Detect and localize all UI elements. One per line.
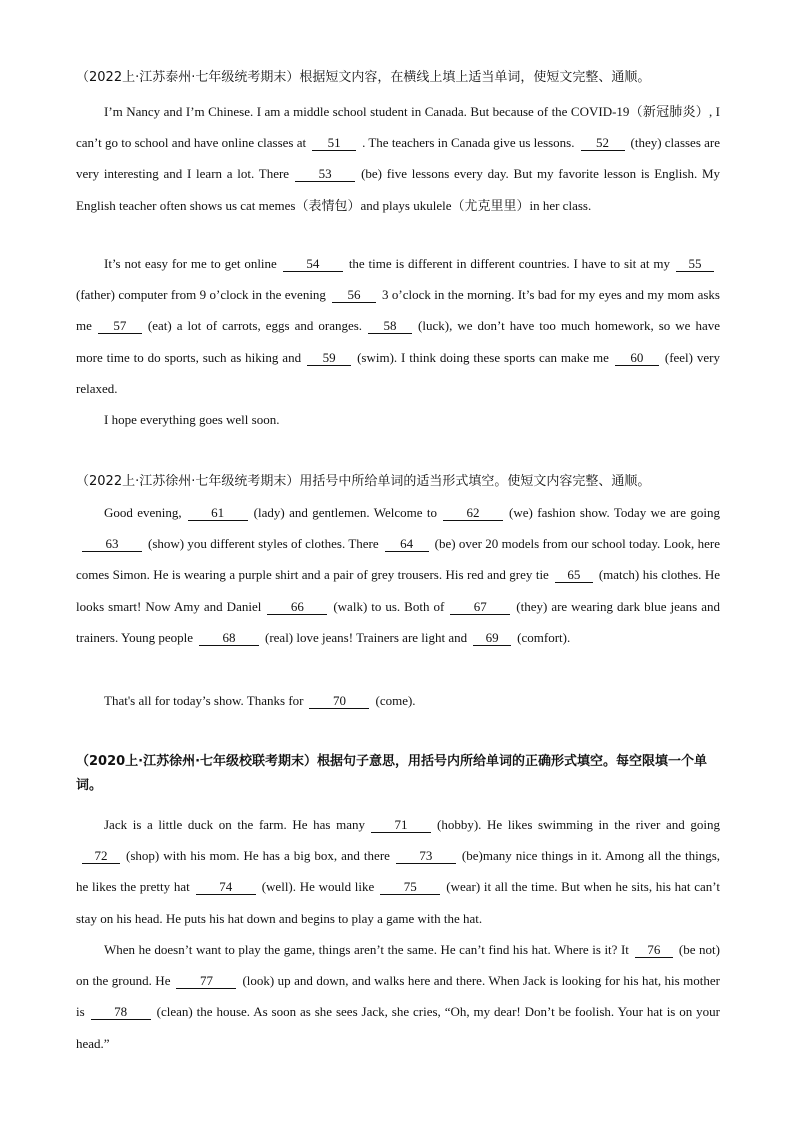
blank-74[interactable]: 74 bbox=[196, 880, 256, 895]
blank-56[interactable]: 56 bbox=[332, 288, 376, 303]
blank-59[interactable]: 59 bbox=[307, 351, 351, 366]
text: (clean) the house. As soon as she sees Jack, she cries, “Oh, my dear! Don’t be foolish. Your hat is on your head.” bbox=[76, 1004, 720, 1051]
blank-53[interactable]: 53 bbox=[295, 167, 355, 182]
blank-70[interactable]: 70 bbox=[309, 694, 369, 709]
blank-78[interactable]: 78 bbox=[91, 1005, 151, 1020]
section-2-title: （2022上·江苏徐州·七年级统考期末）用括号中所给单词的适当形式填空。使短文内容完整、通顺。 bbox=[76, 474, 651, 489]
blank-65[interactable]: 65 bbox=[555, 568, 593, 583]
text: (come). bbox=[375, 693, 416, 708]
blank-61[interactable]: 61 bbox=[188, 506, 248, 521]
text: (walk) to us. Both of bbox=[333, 598, 445, 614]
blank-57[interactable]: 57 bbox=[98, 319, 142, 334]
text: (well). He would like bbox=[261, 879, 375, 895]
text: (luck), we don’t have too much homework, so we have more time to do sports, such as hiking and bbox=[76, 318, 720, 365]
blank-72[interactable]: 72 bbox=[82, 849, 120, 864]
blank-52[interactable]: 52 bbox=[581, 136, 625, 151]
text: (lady) and gentlemen. Welcome to bbox=[253, 505, 438, 520]
text: (be) over 20 models from our school today. Look, here comes Simon. He is wearing a purple shirt and a pair of grey trousers. His red and grey tie bbox=[76, 536, 720, 583]
blank-66[interactable]: 66 bbox=[267, 600, 327, 615]
text: . The teachers in Canada give us lessons. bbox=[362, 135, 575, 151]
text: (be) five lessons every day. But my favorite lesson is English. My English teacher often shows us cat memes（表情包）and plays ukulele（尤克里里）in her class. bbox=[76, 166, 721, 213]
blank-67[interactable]: 67 bbox=[450, 600, 510, 615]
text: the time is different in different countries. I have to sit at my bbox=[348, 256, 670, 271]
text: (swim). I think doing these sports can make me bbox=[357, 349, 609, 365]
text: (comfort). bbox=[517, 629, 571, 645]
text: Good evening, bbox=[104, 505, 182, 520]
blank-60[interactable]: 60 bbox=[615, 351, 659, 366]
blank-69[interactable]: 69 bbox=[473, 631, 511, 646]
text: (real) love jeans! Trainers are light and bbox=[265, 629, 468, 645]
text: (father) computer from 9 o’clock in the evening bbox=[76, 287, 326, 303]
section-2-paragraph-1 bbox=[76, 497, 720, 653]
text: (feel) very relaxed. bbox=[76, 349, 720, 396]
blank-58[interactable]: 58 bbox=[368, 319, 412, 334]
text: I’m Nancy and I’m Chinese. I am a middle school student in Canada. But because of the COVID-19（新冠肺炎）, I can’t go to school and have online classes at bbox=[76, 104, 720, 151]
text: That's all for today’s show. Thanks for bbox=[104, 693, 304, 708]
blank-77[interactable]: 77 bbox=[176, 974, 236, 989]
text: (they) classes are very interesting and I learn a lot. There bbox=[76, 135, 721, 182]
section-3-title: （2020上·江苏徐州·七年级校联考期末）根据句子意思，用括号内所给单词的正确形式填空。每空限填一个单词。 bbox=[76, 754, 708, 793]
blank-62[interactable]: 62 bbox=[443, 506, 503, 521]
blank-71[interactable]: 71 bbox=[371, 818, 431, 833]
text: (they) are wearing dark blue jeans and trainers. Young people bbox=[76, 598, 720, 645]
blank-73[interactable]: 73 bbox=[396, 849, 456, 864]
text: (be)many nice things in it. Among all the things, he likes the pretty hat bbox=[76, 848, 720, 895]
section-3-paragraph-2 bbox=[76, 934, 720, 1059]
text: (show) you different styles of clothes. There bbox=[148, 536, 379, 552]
blank-55[interactable]: 55 bbox=[676, 257, 714, 272]
text: Jack is a little duck on the farm. He has many bbox=[104, 817, 365, 832]
text: (we) fashion show. Today we are going bbox=[509, 505, 720, 520]
section-1-paragraph-2 bbox=[76, 248, 720, 404]
text: (eat) a lot of carrots, eggs and oranges. bbox=[147, 318, 363, 334]
blank-54[interactable]: 54 bbox=[283, 257, 343, 272]
blank-75[interactable]: 75 bbox=[380, 880, 440, 895]
text: (hobby). He likes swimming in the river and going bbox=[437, 817, 720, 832]
text: (match) his clothes. He looks smart! Now Amy and Daniel bbox=[76, 567, 720, 614]
text: When he doesn’t want to play the game, things aren’t the same. He can’t find his hat. Where is it? It bbox=[104, 942, 629, 957]
blank-68[interactable]: 68 bbox=[199, 631, 259, 646]
text: 3 o’clock in the morning. It’s bad for my eyes and my mom asks me bbox=[76, 287, 720, 334]
blank-76[interactable]: 76 bbox=[635, 943, 673, 958]
section-1-title: （2022上·江苏泰州·七年级统考期末）根据短文内容，在横线上填上适当单词，使短文完整、通顺。 bbox=[76, 70, 651, 85]
section-1-paragraph-3: I hope everything goes well soon. bbox=[104, 412, 280, 427]
section-3-paragraph-1 bbox=[76, 809, 720, 934]
text: (be not) on the ground. He bbox=[76, 942, 720, 989]
blank-51[interactable]: 51 bbox=[312, 136, 356, 151]
text: It’s not easy for me to get online bbox=[104, 256, 277, 271]
blank-64[interactable]: 64 bbox=[385, 537, 429, 552]
section-2-paragraph-2 bbox=[76, 685, 720, 716]
text: (shop) with his mom. He has a big box, and there bbox=[126, 848, 390, 864]
text: (look) up and down, and walks here and there. When Jack is looking for his hat, his mother is bbox=[76, 973, 720, 1020]
blank-63[interactable]: 63 bbox=[82, 537, 142, 552]
text: (wear) it all the time. But when he sits, his hat can’t stay on his head. He puts his hat down and begins to play a game with the hat. bbox=[76, 879, 720, 926]
section-1-paragraph-1 bbox=[76, 96, 720, 221]
